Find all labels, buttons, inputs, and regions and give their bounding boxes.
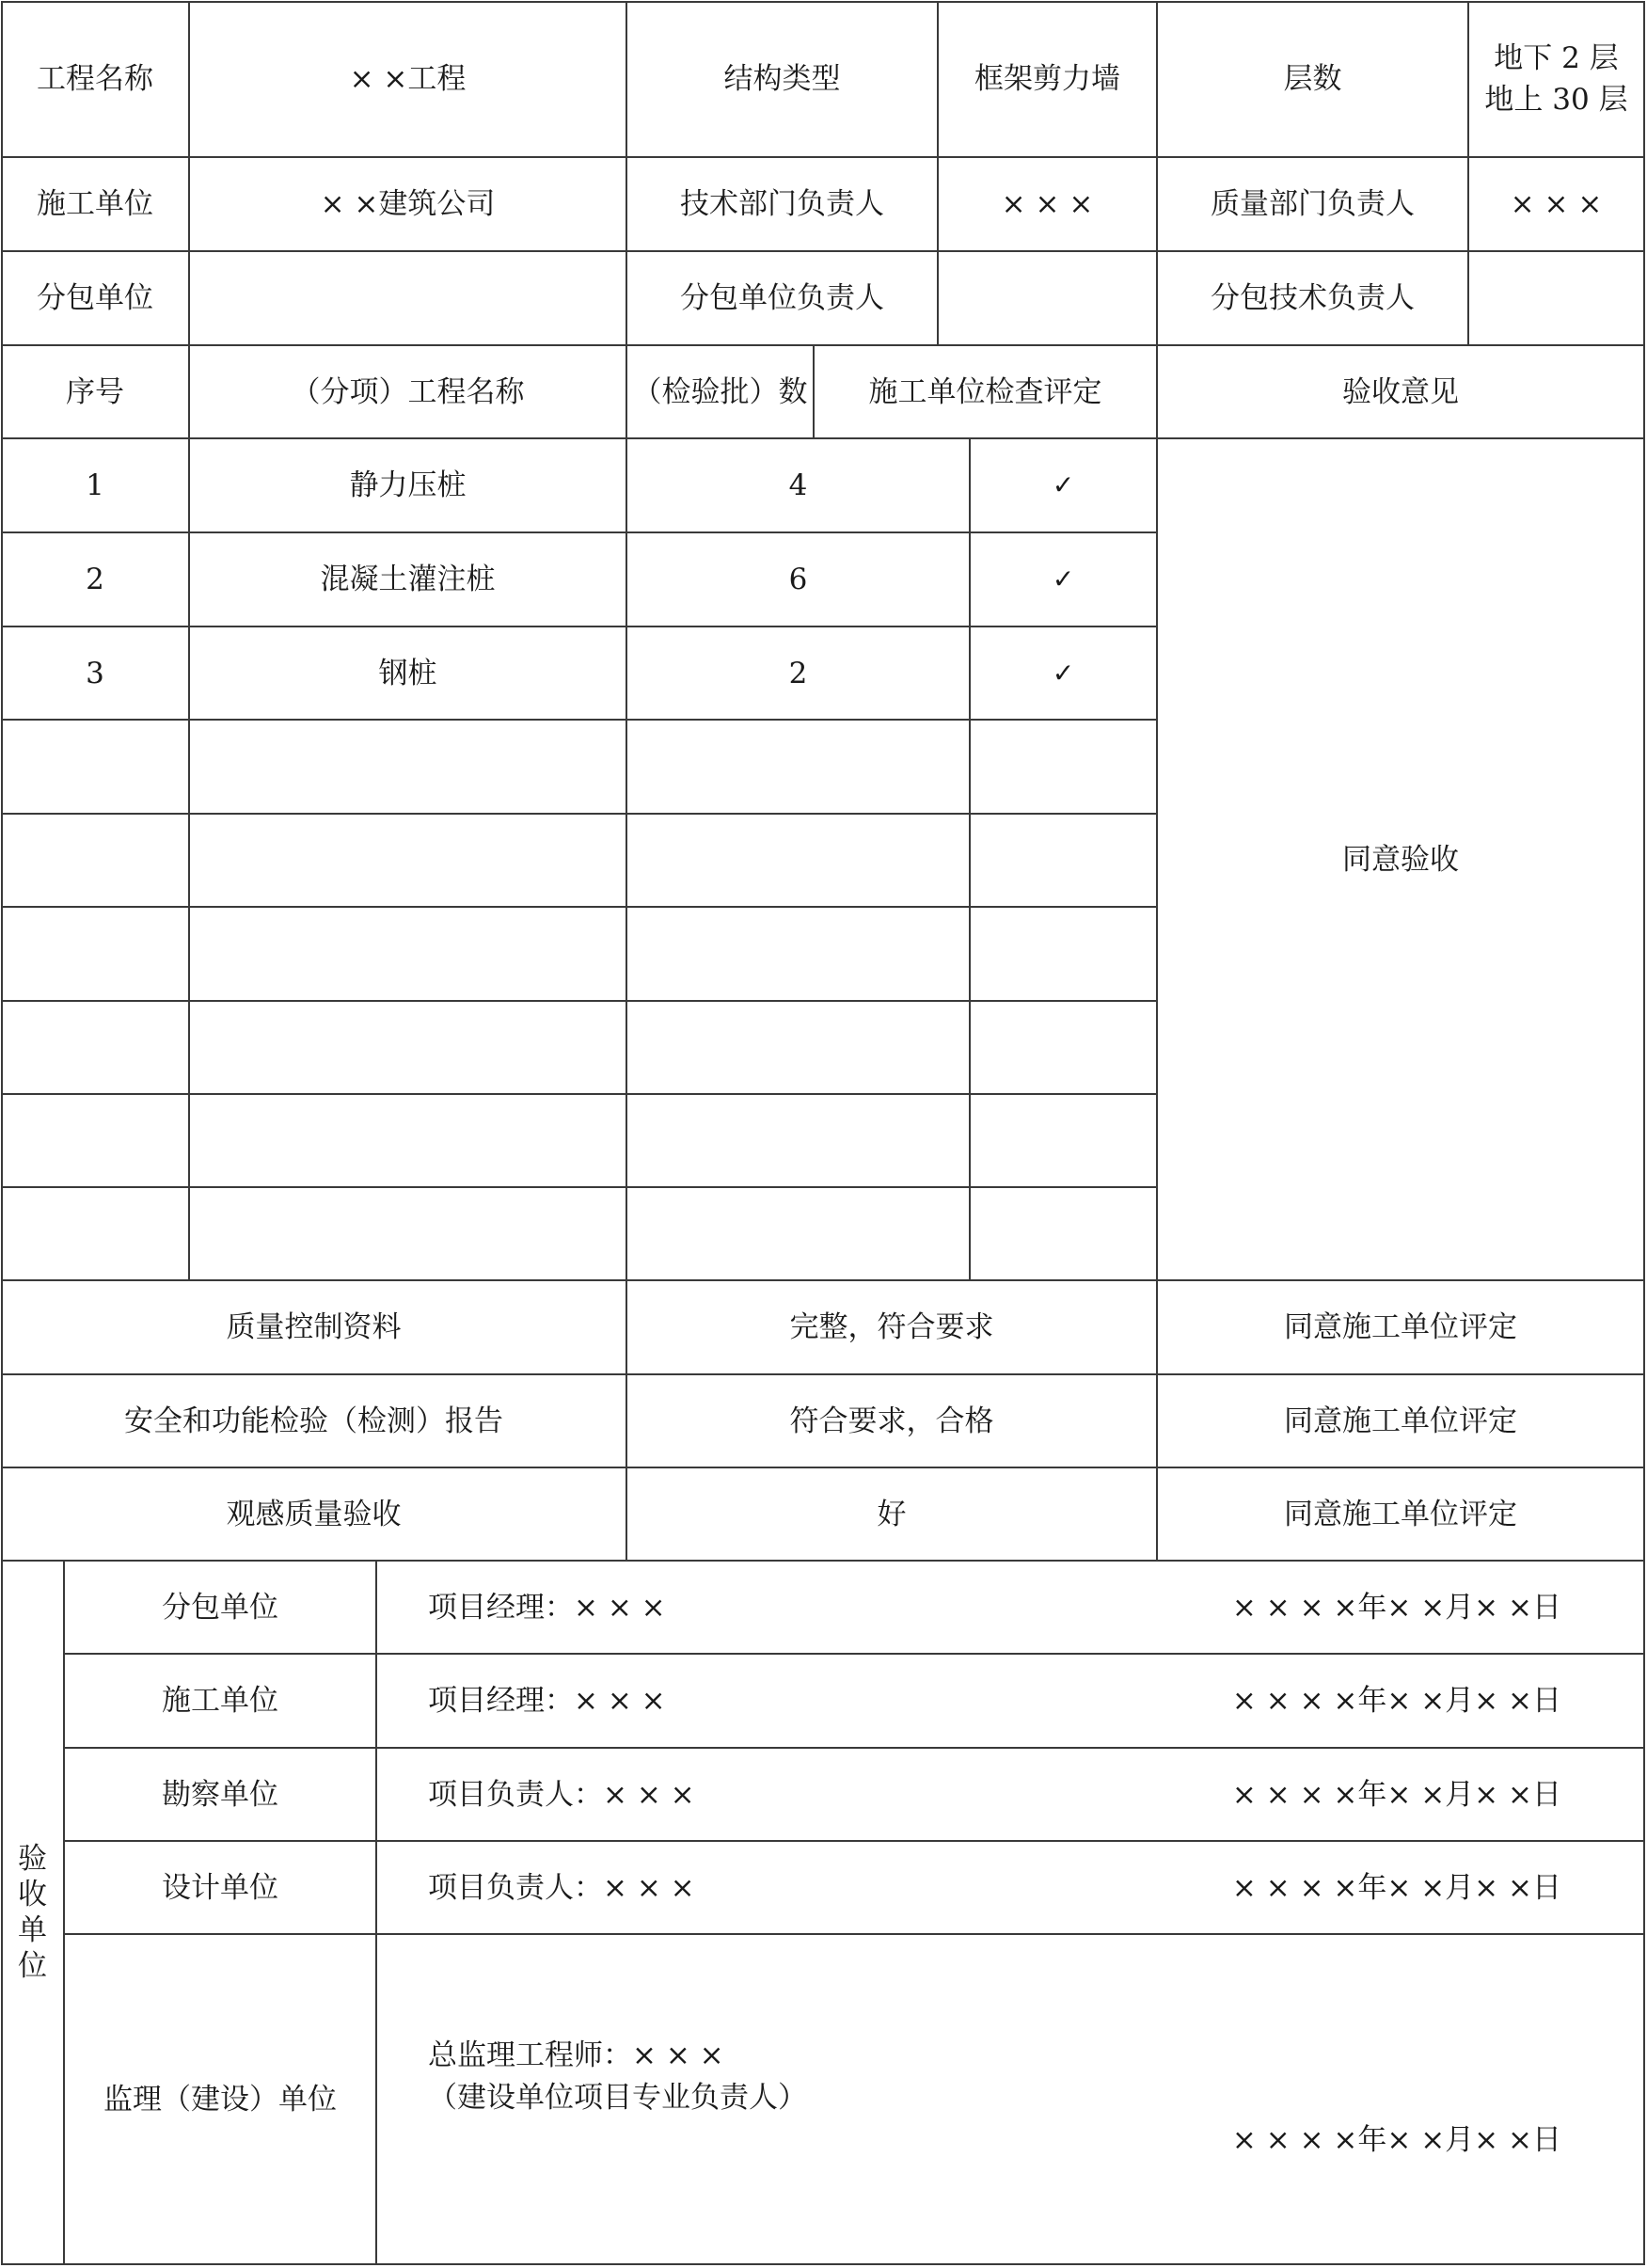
unit-name: 设计单位 bbox=[162, 1870, 278, 1905]
unit-name: 监理（建设）单位 bbox=[103, 2082, 337, 2117]
quality-dept-head-label: 质量部门负责人 bbox=[1211, 187, 1415, 221]
checkmark-icon: ✓ bbox=[1052, 563, 1075, 595]
row-item-name bbox=[190, 1002, 626, 1093]
structure-type-label: 结构类型 bbox=[723, 62, 841, 96]
subcontract-tech-head-value bbox=[1469, 252, 1643, 344]
row-item-name bbox=[190, 721, 626, 813]
summary-opinion: 同意施工单位评定 bbox=[1284, 1310, 1517, 1344]
unit-name: 勘察单位 bbox=[162, 1777, 278, 1812]
row-batch-count bbox=[627, 1095, 969, 1186]
checkmark-icon: ✓ bbox=[1052, 657, 1075, 689]
row-seq: 3 bbox=[86, 656, 104, 690]
signer: 项目经理：× × × bbox=[428, 1684, 666, 1718]
unit-name: 分包单位 bbox=[162, 1590, 278, 1625]
row-item-name bbox=[190, 1188, 626, 1279]
summary-label: 安全和功能检验（检测）报告 bbox=[124, 1404, 503, 1438]
quality-dept-head-value: × × × bbox=[1510, 187, 1603, 221]
row-item-name: 静力压桩 bbox=[349, 468, 467, 502]
summary-result: 好 bbox=[877, 1497, 907, 1531]
sign-date: × × × ×年× ×月× ×日 bbox=[1231, 1870, 1561, 1905]
row-batch-count bbox=[627, 815, 969, 906]
signer: 项目负责人：× × × bbox=[428, 1777, 695, 1812]
subcontractor-head-value bbox=[939, 252, 1156, 344]
summary-result: 符合要求，合格 bbox=[789, 1404, 994, 1438]
owner-project-lead-note: （建设单位项目专业负责人） bbox=[428, 2081, 807, 2115]
row-check bbox=[971, 1002, 1156, 1093]
row-batch-count bbox=[627, 908, 969, 1000]
summary-opinion: 同意施工单位评定 bbox=[1284, 1497, 1517, 1531]
acceptance-opinion: 同意验收 bbox=[1342, 842, 1459, 877]
row-item-name bbox=[190, 908, 626, 1000]
sign-date: × × × ×年× ×月× ×日 bbox=[1231, 1684, 1561, 1718]
floors-aboveground: 地上 30 层 bbox=[1484, 83, 1628, 117]
summary-result: 完整，符合要求 bbox=[789, 1310, 994, 1344]
row-seq bbox=[2, 1188, 188, 1279]
construction-unit-label: 施工单位 bbox=[37, 187, 153, 221]
acceptance-units-group-label: 验 收 单 位 bbox=[18, 1842, 47, 1983]
subcontractor-label: 分包单位 bbox=[37, 281, 153, 315]
structure-type-value: 框架剪力墙 bbox=[974, 62, 1120, 96]
row-batch-count bbox=[627, 721, 969, 813]
row-item-name bbox=[190, 1095, 626, 1186]
row-check bbox=[971, 815, 1156, 906]
row-seq bbox=[2, 1002, 188, 1093]
chief-supervisor-signer: 总监理工程师：× × × bbox=[428, 2038, 724, 2072]
row-batch-count: 2 bbox=[788, 656, 808, 690]
floors-value bbox=[1469, 2, 1643, 156]
project-name-label: 工程名称 bbox=[37, 62, 153, 96]
subcontract-tech-head-label: 分包技术负责人 bbox=[1211, 281, 1415, 315]
row-batch-count bbox=[627, 1002, 969, 1093]
subcontractor-head-label: 分包单位负责人 bbox=[680, 281, 884, 315]
row-check bbox=[971, 721, 1156, 813]
row-check bbox=[971, 1188, 1156, 1279]
checkmark-icon: ✓ bbox=[1052, 469, 1075, 500]
construction-unit-value: × ×建筑公司 bbox=[320, 187, 496, 221]
row-item-name: 混凝土灌注桩 bbox=[320, 563, 496, 596]
signer: 项目经理：× × × bbox=[428, 1590, 666, 1625]
row-check bbox=[971, 908, 1156, 1000]
summary-label: 观感质量验收 bbox=[226, 1497, 402, 1531]
sign-date: × × × ×年× ×月× ×日 bbox=[1231, 1590, 1561, 1625]
column-header-item-name: （分项）工程名称 bbox=[291, 374, 525, 409]
sign-date: × × × ×年× ×月× ×日 bbox=[1231, 1777, 1561, 1812]
project-name-value: × ×工程 bbox=[349, 62, 467, 96]
row-seq bbox=[2, 721, 188, 813]
column-header-seq: 序号 bbox=[66, 374, 124, 409]
row-seq: 2 bbox=[86, 563, 104, 596]
column-header-self-check: 施工单位检查评定 bbox=[868, 374, 1102, 409]
row-batch-count bbox=[627, 1188, 969, 1279]
floors-underground: 地下 2 层 bbox=[1494, 41, 1619, 75]
row-item-name bbox=[190, 815, 626, 906]
row-seq bbox=[2, 1095, 188, 1186]
row-check bbox=[971, 1095, 1156, 1186]
column-header-batch-count: （检验批）数 bbox=[632, 374, 808, 409]
subcontractor-value bbox=[190, 252, 626, 344]
summary-opinion: 同意施工单位评定 bbox=[1284, 1404, 1517, 1438]
signer: 项目负责人：× × × bbox=[428, 1870, 695, 1905]
summary-label: 质量控制资料 bbox=[226, 1310, 402, 1344]
unit-name: 施工单位 bbox=[162, 1684, 278, 1718]
tech-dept-head-value: × × × bbox=[1001, 187, 1094, 221]
sign-date: × × × ×年× ×月× ×日 bbox=[1231, 2123, 1561, 2157]
column-header-opinion: 验收意见 bbox=[1342, 374, 1459, 409]
floors-label: 层数 bbox=[1283, 62, 1342, 96]
row-seq: 1 bbox=[86, 468, 104, 502]
row-batch-count: 6 bbox=[788, 563, 808, 596]
row-item-name: 钢桩 bbox=[378, 656, 437, 690]
row-seq bbox=[2, 908, 188, 1000]
row-seq bbox=[2, 815, 188, 906]
tech-dept-head-label: 技术部门负责人 bbox=[680, 187, 884, 221]
row-batch-count: 4 bbox=[788, 468, 808, 502]
